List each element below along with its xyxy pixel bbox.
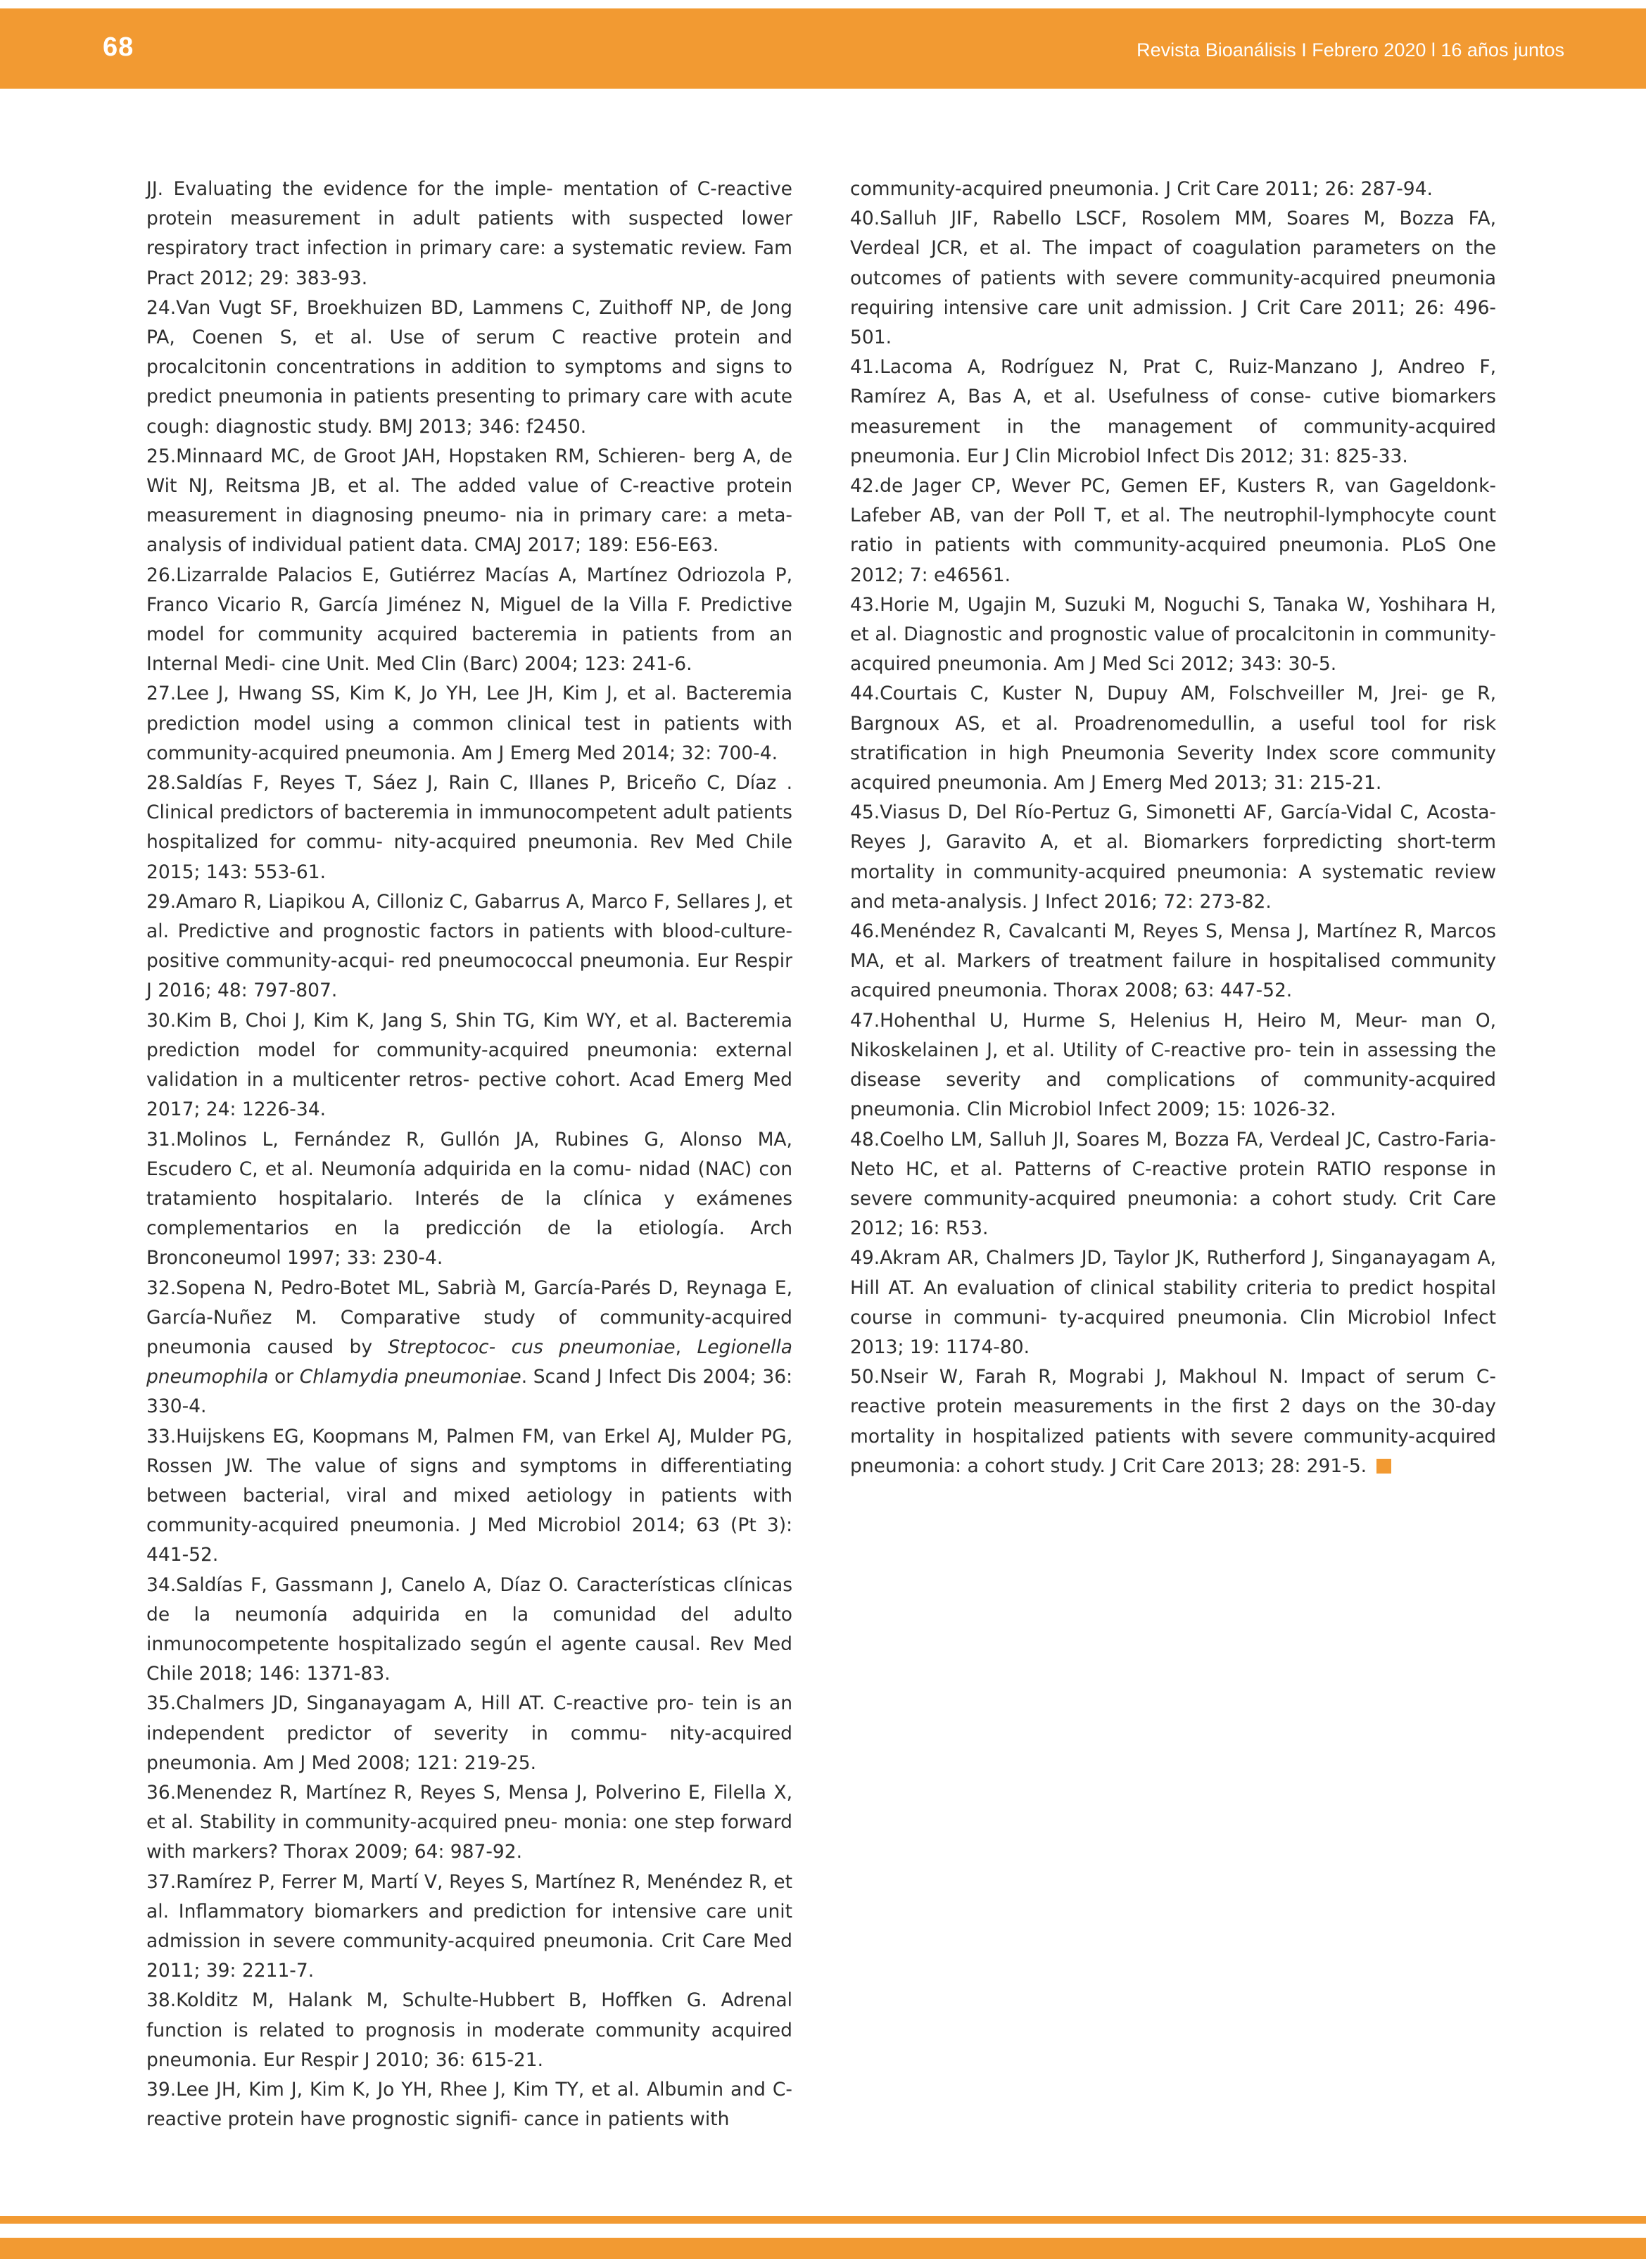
reference-40: 40.Salluh JIF, Rabello LSCF, Rosolem MM, Soares M, Bozza FA, Verdeal JCR, et al. The impact of coagulation parameters on the outcomes of patients with severe community-acquired pneumonia requiring intensive care unit admission. J Crit Care 2011; 26: 496-501. <box>850 208 1496 349</box>
reference-49: 49.Akram AR, Chalmers JD, Taylor JK, Rutherford J, Singanayagam A, Hill AT. An evaluation of clinical stability criteria to predict hospital course in communi- ty-acquired pneumonia. Clin Microbiol Infect 2013; 19: 1174-80. <box>850 1247 1496 1358</box>
reference-28: 28.Saldías F, Reyes T, Sáez J, Rain C, Illanes P, Briceño C, Díaz . Clinical predictors of bacteremia in immunocompetent adult patients hospitalized for commu- nity-acquired pneumonia. Rev Med Chile 2015; 143: 553-61. <box>146 772 792 883</box>
reference-continuation: JJ. Evaluating the evidence for the imple- mentation of C-reactive protein measurement in adult patients with suspected lower respiratory tract infection in primary care: a systematic review. Fam Pract 2012; 29: 383-93. <box>146 178 792 289</box>
left-column <box>146 175 792 2134</box>
footer-stripe-thick <box>0 2238 1646 2259</box>
reference-32-text: 32.Sopena N, Pedro-Botet ML, Sabrià M, García-Parés D, Reynaga E, García-Nuñez M. Comparative study of community-acquired pneumonia caused by <box>146 1276 792 1358</box>
reference-32 <box>146 1274 792 1422</box>
reference-35: 35.Chalmers JD, Singanayagam A, Hill AT. C-reactive pro- tein is an independent predictor of severity in commu- nity-acquired pneumonia. Am J Med 2008; 121: 219-25. <box>146 1692 792 1774</box>
reference-32-sep2: or <box>268 1366 300 1388</box>
reference-44: 44.Courtais C, Kuster N, Dupuy AM, Folschveiller M, Jrei- ge R, Bargnoux AS, et al. Proadrenomedullin, a useful tool for risk stratification in high Pneumonia Severity Index score community acquired pneumonia. Am J Emerg Med 2013; 31: 215-21. <box>850 683 1496 794</box>
reference-46: 46.Menéndez R, Cavalcanti M, Reyes S, Mensa J, Martínez R, Marcos MA, et al. Markers of treatment failure in hospitalised community acquired pneumonia. Thorax 2008; 63: 447-52. <box>850 920 1496 1002</box>
reference-32-tail: . Scand J Infect Dis 2004; 36: 330-4. <box>146 1366 793 1418</box>
reference-36: 36.Menendez R, Martínez R, Reyes S, Mensa J, Polverino E, Filella X, et al. Stability in community-acquired pneu- monia: one step forward with markers? Thorax 2009; 64: 987-92. <box>146 1781 792 1863</box>
reference-50 <box>850 1362 1496 1481</box>
reference-48: 48.Coelho LM, Salluh JI, Soares M, Bozza FA, Verdeal JC, Castro-Faria-Neto HC, et al. Patterns of C-reactive protein RATIO response in severe community-acquired pneumonia: a cohort study. Crit Care 2012; 16: R53. <box>850 1128 1496 1240</box>
reference-26: 26.Lizarralde Palacios E, Gutiérrez Macías A, Martínez Odriozola P, Franco Vicario R, García Jiménez N, Miguel de la Villa F. Predictive model for community acquired bacteremia in patients from an Internal Medi- cine Unit. Med Clin (Barc) 2004; 123: 241-6. <box>146 564 792 676</box>
reference-42: 42.de Jager CP, Wever PC, Gemen EF, Kusters R, van Gageldonk-Lafeber AB, van der Poll T, et al. The neutrophil-lymphocyte count ratio in patients with community-acquired pneumonia. PLoS One 2012; 7: e46561. <box>850 475 1496 586</box>
reference-45: 45.Viasus D, Del Río-Pertuz G, Simonetti AF, García-Vidal C, Acosta-Reyes J, Garavito A, et al. Biomarkers forpredicting short-term mortality in community-acquired pneumonia: A systematic review and meta-analysis. J Infect 2016; 72: 273-82. <box>850 802 1496 913</box>
reference-38: 38.Kolditz M, Halank M, Schulte-Hubbert B, Hoffken G. Adrenal function is related to prognosis in moderate community acquired pneumonia. Eur Respir J 2010; 36: 615-21. <box>146 1989 792 2071</box>
reference-24: 24.Van Vugt SF, Broekhuizen BD, Lammens C, Zuithoff NP, de Jong PA, Coenen S, et al. Use of serum C reactive protein and procalcitonin concentrations in addition to symptoms and signs to predict pneumonia in patients presenting to primary care with acute cough: diagnostic study. BMJ 2013; 346: f2450. <box>146 296 792 438</box>
page-number: 68 <box>103 32 134 62</box>
reference-29: 29.Amaro R, Liapikou A, Cilloniz C, Gabarrus A, Marco F, Sellares J, et al. Predictive and prognostic factors in patients with blood-culture-positive community-acqui- red pneumococcal pneumonia. Eur Respir J 2016; 48: 797-807. <box>146 890 792 1002</box>
reference-30: 30.Kim B, Choi J, Kim K, Jang S, Shin TG, Kim WY, et al. Bacteremia prediction model for community-acquired pneumonia: external validation in a multicenter retros- pective cohort. Acad Emerg Med 2017; 24: 1226-34. <box>146 1009 792 1121</box>
footer-stripe-thin <box>0 2216 1646 2224</box>
species-legionella: Legionella pneumophila <box>146 1336 792 1388</box>
header-bar <box>0 8 1646 89</box>
running-head: Revista Bioanálisis I Febrero 2020 l 16 años juntos <box>1137 39 1564 61</box>
reference-43: 43.Horie M, Ugajin M, Suzuki M, Noguchi S, Tanaka W, Yoshihara H, et al. Diagnostic and prognostic value of procalcitonin in community-acquired pneumonia. Am J Med Sci 2012; 343: 30-5. <box>850 593 1496 676</box>
reference-32-sep1: , <box>675 1336 697 1358</box>
reference-39: 39.Lee JH, Kim J, Kim K, Jo YH, Rhee J, Kim TY, et al. Albumin and C-reactive protein have prognostic signifi- cance in patients with <box>146 2079 792 2131</box>
species-streptococcus: Streptococ- cus pneumoniae <box>388 1336 676 1358</box>
reference-31: 31.Molinos L, Fernández R, Gullón JA, Rubines G, Alonso MA, Escudero C, et al. Neumonía adquirida en la comu- nidad (NAC) con tratamiento hospitalario. Interés de la clínica y exámenes complementarios en la predicción de la etiología. Arch Bronconeumol 1997; 33: 230-4. <box>146 1128 792 1269</box>
end-of-article-square-icon <box>1376 1459 1391 1474</box>
reference-47: 47.Hohenthal U, Hurme S, Helenius H, Heiro M, Meur- man O, Nikoskelainen J, et al. Utility of C-reactive pro- tein in assessing the disease severity and complications of community-acquired pneumonia. Clin Microbiol Infect 2009; 15: 1026-32. <box>850 1009 1496 1121</box>
right-column <box>850 175 1496 1481</box>
reference-27: 27.Lee J, Hwang SS, Kim K, Jo YH, Lee JH, Kim J, et al. Bacteremia prediction model using a common clinical test in patients with community-acquired pneumonia. Am J Emerg Med 2014; 32: 700-4. <box>146 683 792 764</box>
species-chlamydia: Chlamydia pneumoniae <box>299 1366 521 1388</box>
reference-34: 34.Saldías F, Gassmann J, Canelo A, Díaz O. Características clínicas de la neumonía adquirida en la comunidad del adulto inmunocompetente hospitalizado según el agente causal. Rev Med Chile 2018; 146: 1371-83. <box>146 1573 792 1685</box>
reference-37: 37.Ramírez P, Ferrer M, Martí V, Reyes S, Martínez R, Menéndez R, et al. Inflammatory biomarkers and prediction for intensive care unit admission in severe community-acquired pneumonia. Crit Care Med 2011; 39: 2211-7. <box>146 1870 792 1982</box>
reference-33: 33.Huijskens EG, Koopmans M, Palmen FM, van Erkel AJ, Mulder PG, Rossen JW. The value of signs and symptoms in differentiating between bacterial, viral and mixed aetiology in patients with community-acquired pneumonia. J Med Microbiol 2014; 63 (Pt 3): 441-52. <box>146 1425 792 1566</box>
reference-50-text: 50.Nseir W, Farah R, Mograbi J, Makhoul N. Impact of serum C-reactive protein measurements in the first 2 days on the 30-day mortality in hospitalized patients with severe community-acquired pneumonia: a cohort study. J Crit Care 2013; 28: 291-5. <box>850 1366 1496 1477</box>
reference-25: 25.Minnaard MC, de Groot JAH, Hopstaken RM, Schieren- berg A, de Wit NJ, Reitsma JB, et al. The added value of C-reactive protein measurement in diagnosing pneumo- nia in primary care: a meta-analysis of individual patient data. CMAJ 2017; 189: E56-E63. <box>146 445 792 557</box>
reference-39-continuation: community-acquired pneumonia. J Crit Care 2011; 26: 287-94. <box>850 178 1433 200</box>
reference-41: 41.Lacoma A, Rodríguez N, Prat C, Ruiz-Manzano J, Andreo F, Ramírez A, Bas A, et al. Usefulness of conse- cutive biomarkers measurement in the management of community-acquired pneumonia. Eur J Clin Microbiol Infect Dis 2012; 31: 825-33. <box>850 356 1496 467</box>
